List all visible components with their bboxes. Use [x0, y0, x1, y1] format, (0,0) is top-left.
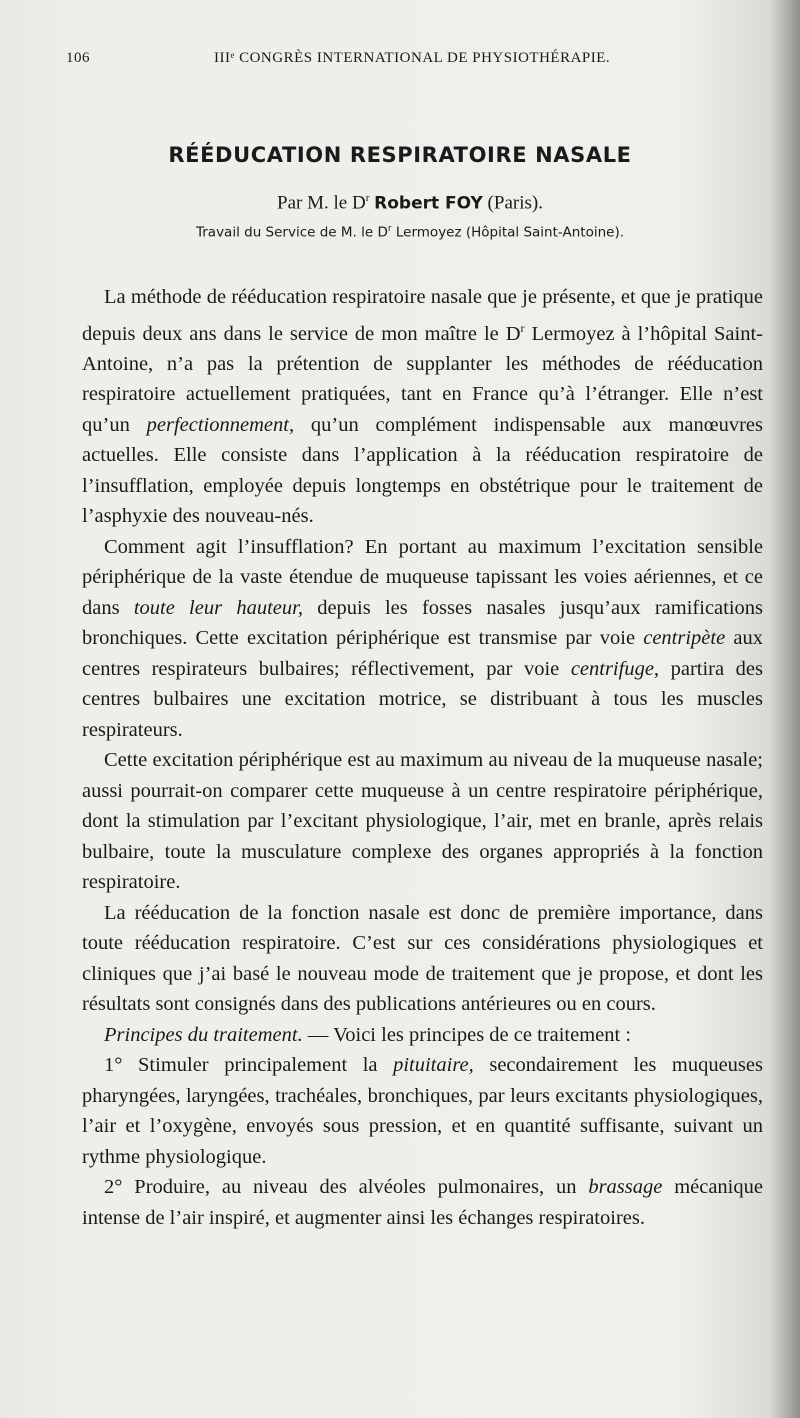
affiliation: [0, 224, 800, 241]
paragraph-4: La rééducation de la fonction nasale est donc de première importance, dans toute rééducation respiratoire. C’est sur ces considérations physiologiques et cliniques que j’ai basé le nouveau mode de traitement que je propose, et dont les résultats sont consignés dans des publications antérieures ou en cours.: [82, 901, 763, 1016]
paragraph-7: [82, 1172, 763, 1233]
p7-text-b: mécanique intense de l’air inspiré, et augmenter ainsi les échanges respiratoires.: [82, 1176, 763, 1229]
p2-emphasis-3: centrifuge,: [570, 657, 660, 680]
p2-emphasis-2: centripète: [643, 627, 726, 650]
p1-text-a: La méthode de rééducation respiratoire nasale que je présente, et que je pratique depuis deux ans dans le service de mon maître le D: [82, 286, 763, 345]
p1-text-c: qu’un complément indispensable aux manœuvres actuelles. Elle consiste dans l’application à la rééducation respiratoire de l’insufflation, employée depuis longtemps en obstétrique pour le traitement de l’asphyxie des nouveau-nés.: [82, 413, 763, 528]
article-title: RÉÉDUCATION RESPIRATOIRE NASALE: [168, 143, 632, 167]
author-name: Robert FOY: [374, 193, 483, 214]
p6-text-a: Stimuler principalement la: [122, 1054, 394, 1077]
p1-sup: r: [520, 320, 525, 335]
byline-sup: r: [365, 192, 370, 204]
p2-text-a: Comment agit l’insufflation? En portant au maximum l’excitation sensible périphérique de la vaste étendue de muqueuse tapissant les voies aériennes, et ce dans: [82, 535, 763, 619]
byline-suffix: (Paris).: [487, 192, 543, 214]
paragraph-3: Cette excitation périphérique est au maximum au niveau de la muqueuse nasale; aussi pourrait-on comparer cette muqueuse à un centre respiratoire périphérique, dont la stimulation par l’excitant physiologique, l’air, met en branle, après relais bulbaire, toute la musculature complexe des organes appropriés à la fonction respiratoire.: [82, 749, 763, 894]
p2-text-d: partira des centres bulbaires une excitation motrice, se distribuant à tous les muscles respirateurs.: [82, 657, 763, 741]
p7-emphasis: brassage: [588, 1176, 663, 1199]
p5-text: — Voici les principes de ce traitement :: [302, 1023, 632, 1046]
p5-emphasis: Principes du traitement.: [104, 1023, 303, 1046]
paragraph-1: [82, 282, 763, 532]
p2-emphasis-1: toute leur hauteur,: [133, 596, 303, 619]
p6-number: 1°: [104, 1054, 123, 1077]
p6-emphasis: pituitaire,: [393, 1054, 474, 1077]
p7-text-a: Produire, au niveau des alvéoles pulmonaires, un: [122, 1176, 589, 1199]
byline-prefix: Par M. le D: [277, 192, 366, 214]
p6-text-b: secondairement les muqueuses pharyngées, laryngées, trachéales, bronchiques, par leurs excitants physiologiques, l’air et l’oxygène, envoyés sous pression, et en quantité suffisante, suivant un rythme physiologique.: [82, 1054, 763, 1168]
running-title: IIIᵉ CONGRÈS INTERNATIONAL DE PHYSIOTHÉRAPIE.: [214, 50, 611, 66]
affiliation-sup: r: [387, 224, 392, 234]
page-number: 106: [66, 50, 90, 66]
p7-number: 2°: [104, 1176, 123, 1199]
affiliation-prefix: Travail du Service de M. le D: [195, 224, 388, 241]
p1-text-b: Lermoyez à l’hôpital Saint-Antoine, n’a pas la prétention de supplanter les méthodes de rééducation respiratoire actuellement pratiquées, tant en France qu’à l’étranger. Elle n’est qu’un: [82, 322, 763, 436]
p1-emphasis: perfectionnement,: [146, 413, 295, 436]
paragraph-6: [82, 1050, 763, 1172]
paragraph-5: [82, 1020, 763, 1051]
running-head: [66, 50, 756, 74]
p2-text-b: depuis les fosses nasales jusqu’aux ramifications bronchiques. Cette excitation périphérique est transmise par voie: [82, 596, 764, 650]
article-body: [82, 282, 763, 1233]
paragraph-2: [82, 532, 763, 746]
p2-text-c: aux centres respirateurs bulbaires; réflectivement, par voie: [82, 627, 763, 680]
affiliation-suffix: Lermoyez (Hôpital Saint-Antoine).: [395, 224, 624, 241]
byline: [0, 192, 800, 214]
